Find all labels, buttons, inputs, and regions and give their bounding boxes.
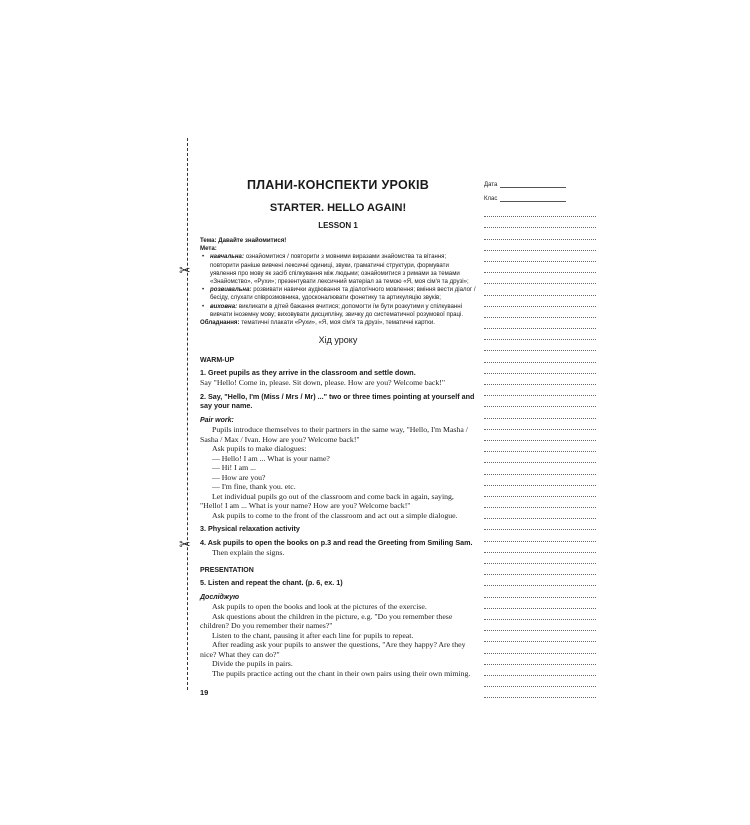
note-line[interactable] <box>484 351 596 362</box>
scissors-icon: ✂ <box>179 263 191 279</box>
task-4: 4. Ask pupils to open the books on p.3 and read the Greeting from Smiling Sam. <box>200 537 473 547</box>
note-line[interactable] <box>484 385 596 396</box>
note-line[interactable] <box>484 307 596 318</box>
text-line: — Hi! I am ... <box>212 463 256 473</box>
pair-work-heading: Pair work: <box>200 417 234 425</box>
course-heading: Хід уроку <box>318 335 358 346</box>
goal-label: Мета: <box>200 245 217 253</box>
scissors-icon: ✂ <box>179 537 191 553</box>
text-line: Ask questions about the children in the picture, e.g. "Do you remember these children? Do you remember their names?" <box>200 611 453 631</box>
text-line: — Hello! I am ... What is your name? <box>212 453 330 463</box>
note-line[interactable] <box>484 340 596 351</box>
note-line[interactable] <box>484 318 596 329</box>
text-line: Listen to the chant, pausing it after each line for pupils to repeat. <box>212 630 414 640</box>
text-line: Ask pupils to make dialogues: <box>212 444 307 454</box>
text-line: Ask pupils to come to the front of the classroom and act out a simple dialogue. <box>212 510 458 520</box>
task-5: 5. Listen and repeat the chant. (p. 6, ex. 1) <box>200 578 343 588</box>
goals-list <box>200 253 476 319</box>
lesson-meta <box>200 237 476 327</box>
note-line[interactable] <box>484 206 596 217</box>
note-line[interactable] <box>484 486 596 497</box>
note-line[interactable] <box>484 620 596 631</box>
text-line: Let individual pupils go out of the classroom and come back in again, saying, "Hello! I am ... What is your name? How are you? Welcome back!" <box>200 491 454 511</box>
date-field[interactable]: Дата <box>484 178 596 188</box>
note-line[interactable] <box>484 654 596 665</box>
note-line[interactable] <box>484 676 596 687</box>
topic-line: Тема: Давайте знайомитися! <box>200 237 287 244</box>
goal-item: • навчальна: ознайомитися / повторити з мовними виразами знайомства та вітання; повторити раніше вивчені лексичні одиниці, звуки, граматичні структури, формувати уявлення про мову як засіб спілкування між людьми; ознайомитися з римами за темами «Знайомство», «Рухи»; презентувати лексичний матеріал за темою «Я, моя сім'я та друзі»; <box>210 253 476 286</box>
topic-text: Давайте знайомитися! <box>218 237 287 244</box>
section-warmup: WARM-UP <box>200 357 235 365</box>
note-line[interactable] <box>484 687 596 698</box>
note-line[interactable] <box>484 642 596 653</box>
note-line[interactable] <box>484 217 596 228</box>
note-line[interactable] <box>484 508 596 519</box>
note-line[interactable] <box>484 374 596 385</box>
note-line[interactable] <box>484 419 596 430</box>
note-line[interactable] <box>484 284 596 295</box>
task-1-text: Say "Hello! Come in, please. Sit down, please. How are you? Welcome back!" <box>200 378 446 388</box>
note-line[interactable] <box>484 396 596 407</box>
equipment-line: Обладнання: тематичні плакати «Рухи», «Я, моя сім'я та друзі», тематичні картки. <box>200 319 435 327</box>
note-line[interactable] <box>484 631 596 642</box>
class-field[interactable]: Клас <box>484 192 596 202</box>
notes-lines <box>484 206 596 698</box>
text-line: Ask pupils to open the books and look at the pictures of the exercise. <box>212 602 427 612</box>
note-line[interactable] <box>484 609 596 620</box>
task-1: 1. Greet pupils as they arrive in the classroom and settle down. <box>200 368 416 378</box>
task-4-text: Then explain the signs. <box>212 547 285 557</box>
lesson-plan <box>200 170 476 697</box>
pair-work-text <box>200 425 476 520</box>
cut-line <box>187 138 188 690</box>
note-line[interactable] <box>484 463 596 474</box>
note-line[interactable] <box>484 329 596 340</box>
page-title: ПЛАНИ-КОНСПЕКТИ УРОКІВ <box>246 178 430 192</box>
notes-column <box>484 178 596 698</box>
text-line: Pupils introduce themselves to their partners in the same way, "Hello, I'm Masha / Sasha / Max / Ivan. How are you? Welcome back!" <box>200 425 468 444</box>
section-presentation: PRESENTATION <box>200 567 254 575</box>
note-line[interactable] <box>484 665 596 676</box>
page-number: 19 <box>200 688 209 698</box>
note-line[interactable] <box>484 363 596 374</box>
task-3: 3. Physical relaxation activity <box>200 524 300 534</box>
note-line[interactable] <box>484 475 596 486</box>
note-line[interactable] <box>484 407 596 418</box>
note-line[interactable] <box>484 228 596 239</box>
text-line: — I'm fine, thank you. etc. <box>212 482 296 492</box>
text-line: The pupils practice acting out the chant in their own pairs using their own miming. <box>212 668 471 678</box>
unit-title: STARTER. HELLO AGAIN! <box>269 202 407 214</box>
note-line[interactable] <box>484 273 596 284</box>
note-line[interactable] <box>484 530 596 541</box>
note-line[interactable] <box>484 564 596 575</box>
note-line[interactable] <box>484 598 596 609</box>
note-line[interactable] <box>484 542 596 553</box>
note-line[interactable] <box>484 262 596 273</box>
explore-heading: Досліджую <box>200 594 240 602</box>
note-line[interactable] <box>484 430 596 441</box>
text-line: — How are you? <box>212 472 266 482</box>
note-line[interactable] <box>484 519 596 530</box>
explore-text <box>200 602 476 678</box>
note-line[interactable] <box>484 296 596 307</box>
note-line[interactable] <box>484 575 596 586</box>
note-line[interactable] <box>484 553 596 564</box>
goal-item: • розвивальна: розвивати навички аудіювання та діалогічного мовлення; вміння вести діалог / бесіду, слухати співрозмовника, удосконалювати фонетику та артикуляцію звуків; <box>210 286 476 302</box>
note-line[interactable] <box>484 452 596 463</box>
task-2: 2. Say, "Hello, I'm (Miss / Mrs / Mr) ..." two or three times pointing at yourself and say your name. <box>200 391 475 411</box>
note-line[interactable] <box>484 497 596 508</box>
lesson-title: LESSON 1 <box>318 221 358 230</box>
goal-item: • виховна: викликати в дітей бажання вчитися; допомогти їм бути розкутими у спілкуванні вивчати іноземну мову; виховувати дисципліну, звичку до систематичної розумової праці. <box>210 303 476 319</box>
text-line: Divide the pupils in pairs. <box>212 659 293 669</box>
text-line: After reading ask your pupils to answer the questions, "Are they happy? Are they nice? What they can do?" <box>200 640 466 659</box>
note-line[interactable] <box>484 240 596 251</box>
note-line[interactable] <box>484 586 596 597</box>
note-line[interactable] <box>484 441 596 452</box>
note-line[interactable] <box>484 251 596 262</box>
